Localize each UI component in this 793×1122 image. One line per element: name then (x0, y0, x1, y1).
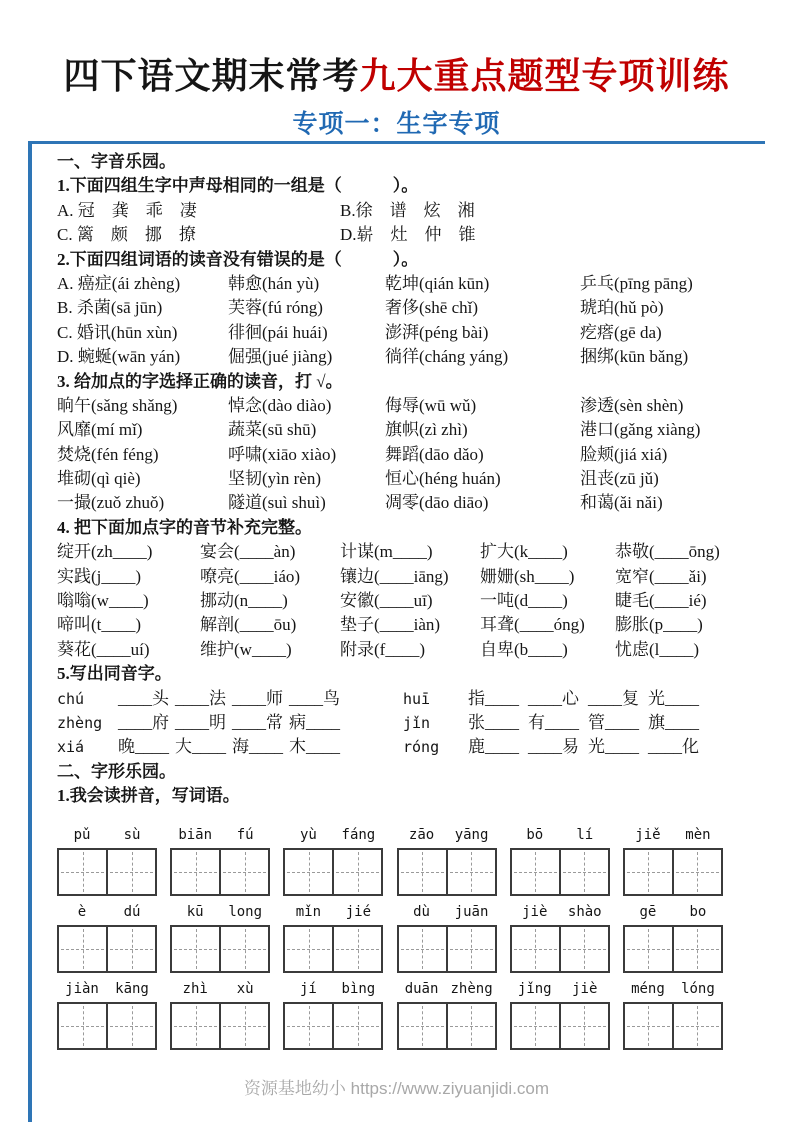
pinyin-label: huī (403, 689, 431, 708)
q2-option-item: 乒乓(pīng pāng) (580, 273, 693, 293)
pinyin-pair (170, 903, 270, 921)
section-subtitle: 专项一：生字专项 (292, 111, 501, 138)
pinyin-pair (397, 826, 497, 844)
q2-option-item: 澎湃(péng bài) (385, 322, 489, 342)
homophone-item: ____师 (232, 688, 283, 708)
grid-cell (59, 1004, 106, 1048)
q4-syllable-item: 耳聋(____óng) (480, 615, 585, 635)
pinyin-syllable: gē (639, 903, 657, 920)
writing-grid-row (57, 980, 765, 1050)
q2-option-item: D. 蜿蜒(wān yán) (57, 347, 181, 367)
pinyin-syllable: sù (123, 826, 141, 843)
writing-grid-section (57, 826, 765, 1050)
q1-heading: 1.下面四组生字中声母相同的一组是（ ）。 (57, 176, 419, 196)
homophone-item: ____易 (528, 737, 579, 757)
writing-grid-box (57, 848, 157, 896)
homophone-item: 旗____ (648, 712, 699, 732)
grid-cell (59, 850, 106, 894)
q2-option-item: 徘徊(pái huái) (228, 322, 328, 342)
writing-grid-box (397, 1002, 497, 1050)
pinyin-syllable: pǔ (73, 826, 91, 843)
homophone-item: 大____ (175, 737, 226, 757)
homophone-item: ____常 (232, 712, 283, 732)
q4-syllable-item: 实践(j____) (57, 566, 142, 586)
grid-pinyin-row (57, 903, 723, 921)
homophone-item: 指____ (468, 688, 519, 708)
grid-cell (285, 1004, 332, 1048)
q4-syllable-item: 嘹亮(____iáo) (200, 566, 301, 586)
pinyin-syllable: lóng (681, 980, 715, 997)
homophone-item: 木____ (289, 737, 340, 757)
q4-heading: 4. 把下面加点字的音节补充完整。 (57, 517, 312, 537)
s2-q1-heading: 1.我会读拼音，写词语。 (57, 786, 240, 806)
homophone-item: ____复 (588, 688, 639, 708)
grid-cell (672, 1004, 721, 1048)
q3-word-item: 凋零(dāo diāo) (385, 493, 489, 513)
pinyin-syllable: duān (404, 980, 439, 997)
q4-syllable-item: 一吨(d____) (480, 591, 568, 611)
pinyin-syllable: bìng (341, 980, 376, 997)
q4-syllable-row (57, 540, 765, 564)
grid-box-row (57, 848, 723, 896)
writing-grid-box (397, 848, 497, 896)
pinyin-pair (623, 903, 723, 921)
q2-option-item: 徜徉(cháng yáng) (385, 347, 509, 367)
grid-cell (672, 927, 721, 971)
q4-syllable-item: 宽窄(____ǎi) (615, 566, 707, 586)
pinyin-syllable: bo (689, 903, 707, 920)
pinyin-syllable: shào (567, 903, 602, 920)
homophone-item: ____明 (175, 712, 226, 732)
pinyin-syllable: jiàn (65, 980, 99, 997)
homophone-item: ____头 (118, 688, 169, 708)
q3-word-list (57, 394, 765, 516)
grid-cell (559, 927, 608, 971)
q3-word-item: 焚烧(fén féng) (57, 444, 159, 464)
q3-word-item: 一撮(zuǒ zhuǒ) (57, 493, 165, 513)
q3-word-item: 渗透(sèn shèn) (580, 395, 684, 415)
q4-syllable-item: 计谋(m____) (340, 542, 433, 562)
grid-cell (285, 927, 332, 971)
q1-options (57, 199, 765, 248)
grid-cell (446, 850, 495, 894)
q2-heading: 2.下面四组词语的读音没有错误的是（ ）。 (57, 249, 419, 269)
pinyin-syllable: xù (236, 980, 254, 997)
q3-word-item: 恒心(héng huán) (385, 469, 501, 489)
q3-word-item: 脸颊(jiá xiá) (580, 444, 668, 464)
pinyin-syllable: jiě (635, 826, 661, 843)
grid-cell (446, 1004, 495, 1048)
q3-word-item: 舞蹈(dāo dǎo) (385, 444, 484, 464)
q4-syllable-row (57, 613, 765, 637)
grid-cell (106, 1004, 155, 1048)
writing-grid-box (57, 1002, 157, 1050)
q1-option-item: B.徐 谱 炫 湘 (340, 200, 475, 220)
homophone-item: 晚____ (118, 737, 169, 757)
q3-word-item: 晌午(sǎng shǎng) (57, 395, 178, 415)
q2-option-item: 韩愈(hán yù) (228, 273, 320, 293)
grid-box-row (57, 925, 723, 973)
q3-word-item: 风靡(mí mǐ) (57, 420, 143, 440)
grid-cell (512, 927, 559, 971)
pinyin-syllable: juān (454, 903, 489, 920)
pinyin-syllable: long (228, 903, 263, 920)
homophone-item: ____化 (648, 737, 699, 757)
homophone-item: 有____ (528, 712, 579, 732)
q4-syllable-item: 葵花(____uí) (57, 639, 150, 659)
q3-word-row (57, 443, 765, 467)
q1-option-item: D.崭 灶 仲 锥 (340, 225, 476, 245)
writing-grid-box (623, 1002, 723, 1050)
pinyin-syllable: mèn (685, 826, 711, 843)
q3-word-item: 堆砌(qì qiè) (57, 469, 141, 489)
top-accent-rule (28, 141, 765, 144)
grid-cell (106, 850, 155, 894)
title-black-part: 四下语文期末常考 (63, 56, 360, 96)
q2-option-row (57, 321, 765, 345)
q3-word-item: 侮辱(wū wǔ) (385, 395, 477, 415)
q4-syllable-item: 姗姗(sh____) (480, 566, 575, 586)
pinyin-label: xiá (57, 738, 85, 757)
pinyin-label: jǐn (403, 713, 431, 732)
q4-syllable-row (57, 589, 765, 613)
writing-grid-row (57, 826, 765, 896)
pinyin-syllable: fú (236, 826, 254, 843)
q4-syllable-item: 自卑(b____) (480, 639, 568, 659)
q4-syllable-row (57, 638, 765, 662)
homophone-row (57, 735, 765, 759)
pinyin-label: chú (57, 689, 85, 708)
q4-syllable-item: 维护(w____) (200, 639, 292, 659)
q2-option-item: A. 癌症(ái zhèng) (57, 273, 181, 293)
pinyin-pair (170, 980, 270, 998)
pinyin-pair (510, 980, 610, 998)
writing-grid-box (283, 1002, 383, 1050)
q2-option-row (57, 272, 765, 296)
writing-grid-box (283, 925, 383, 973)
section1-heading: 一、字音乐园。 (57, 152, 176, 171)
homophone-item: 光____ (648, 688, 699, 708)
homophone-item: 病____ (289, 712, 340, 732)
pinyin-pair (623, 826, 723, 844)
pinyin-pair (57, 903, 157, 921)
grid-cell (332, 927, 381, 971)
q3-word-row (57, 394, 765, 418)
pinyin-syllable: mǐn (295, 903, 322, 920)
homophone-item: ____心 (528, 688, 579, 708)
pinyin-pair (283, 980, 383, 998)
grid-cell (172, 927, 219, 971)
pinyin-syllable: bō (526, 826, 544, 843)
pinyin-syllable: yù (299, 826, 317, 843)
q2-option-item: 倔强(jué jiàng) (228, 347, 333, 367)
grid-cell (625, 927, 672, 971)
q4-syllable-item: 嗡嗡(w____) (57, 591, 149, 611)
pinyin-label: zhèng (57, 713, 103, 732)
homophone-item: 鹿____ (468, 737, 519, 757)
writing-grid-row (57, 903, 765, 973)
writing-grid-box (510, 848, 610, 896)
writing-grid-box (510, 1002, 610, 1050)
pinyin-syllable: méng (631, 980, 665, 997)
grid-cell (625, 850, 672, 894)
q3-word-item: 港口(gǎng xiàng) (580, 420, 701, 440)
pinyin-pair (57, 826, 157, 844)
homophone-item: ____府 (118, 712, 169, 732)
q2-option-item: 乾坤(qián kūn) (385, 273, 490, 293)
q4-syllable-item: 宴会(____àn) (200, 542, 296, 562)
title-red-part: 九大重点题型专项训练 (359, 56, 730, 96)
grid-cell (559, 1004, 608, 1048)
q2-option-item: C. 婚讯(hūn xùn) (57, 322, 178, 342)
q4-syllable-item: 膨胀(p____) (615, 615, 703, 635)
grid-cell (672, 850, 721, 894)
pinyin-syllable: jié (345, 903, 372, 920)
q4-syllable-item: 安徽(____uī) (340, 591, 433, 611)
grid-cell (399, 1004, 446, 1048)
grid-cell (106, 927, 155, 971)
q3-word-item: 悼念(dào diào) (228, 395, 332, 415)
pinyin-pair (283, 903, 383, 921)
homophone-item: 海____ (232, 737, 283, 757)
q3-word-item: 隧道(suì shuì) (228, 493, 326, 513)
grid-pinyin-row (57, 980, 723, 998)
writing-grid-box (623, 925, 723, 973)
writing-grid-box (397, 925, 497, 973)
q3-word-item: 沮丧(zū jǔ) (580, 469, 659, 489)
writing-grid-box (283, 848, 383, 896)
q3-word-item: 呼啸(xiāo xiào) (228, 444, 337, 464)
q1-option-row (57, 199, 765, 223)
writing-grid-box (57, 925, 157, 973)
grid-box-row (57, 1002, 723, 1050)
homophone-item: ____鸟 (289, 688, 340, 708)
q3-word-item: 旗帜(zì zhì) (385, 420, 468, 440)
pinyin-syllable: jǐng (517, 980, 552, 997)
pinyin-syllable: zhèng (450, 980, 493, 997)
pinyin-pair (510, 826, 610, 844)
grid-pinyin-row (57, 826, 723, 844)
q2-options (57, 272, 765, 370)
q1-option-item: C. 篱 颇 挪 撩 (57, 225, 196, 245)
pinyin-syllable: yāng (454, 826, 489, 843)
grid-cell (285, 850, 332, 894)
q3-word-item: 和蔼(ǎi nǎi) (580, 493, 663, 513)
homophone-item: ____法 (175, 688, 226, 708)
q3-word-item: 蔬菜(sū shū) (228, 420, 317, 440)
pinyin-syllable: jiè (572, 980, 598, 997)
q2-option-row (57, 345, 765, 369)
homophone-item: 张____ (468, 712, 519, 732)
pinyin-syllable: è (77, 903, 87, 920)
q4-syllable-item: 镶边(____iāng) (340, 566, 449, 586)
q4-syllable-item: 睫毛(____ié) (615, 591, 707, 611)
q3-word-row (57, 418, 765, 442)
pinyin-label: róng (403, 738, 440, 757)
q4-syllable-item: 啼叫(t____) (57, 615, 142, 635)
q3-heading: 3. 给加点的字选择正确的读音，打 √。 (57, 371, 343, 391)
q2-option-item: 奢侈(shē chǐ) (385, 298, 479, 318)
pinyin-pair (170, 826, 270, 844)
homophone-row (57, 687, 765, 711)
q2-option-item: B. 杀菌(sā jūn) (57, 298, 163, 318)
q5-heading: 5.写出同音字。 (57, 664, 172, 684)
grid-cell (219, 1004, 268, 1048)
writing-grid-box (623, 848, 723, 896)
q4-syllable-item: 忧虑(l____) (615, 639, 700, 659)
pinyin-syllable: dù (413, 903, 430, 920)
pinyin-syllable: zhì (182, 980, 208, 997)
q4-syllable-item: 挪动(n____) (200, 591, 288, 611)
homophone-item: 管____ (588, 712, 639, 732)
grid-cell (332, 1004, 381, 1048)
grid-cell (219, 850, 268, 894)
writing-grid-box (170, 925, 270, 973)
writing-grid-box (170, 848, 270, 896)
worksheet-body (57, 150, 765, 1057)
pinyin-syllable: kāng (115, 980, 149, 997)
q4-syllable-item: 绽开(zh____) (57, 542, 153, 562)
grid-cell (446, 927, 495, 971)
pinyin-pair (57, 980, 157, 998)
writing-grid-box (510, 925, 610, 973)
pinyin-syllable: biān (178, 826, 213, 843)
pinyin-syllable: lí (576, 826, 594, 843)
homophone-item: 光____ (588, 737, 639, 757)
left-accent-bar (28, 141, 32, 1122)
pinyin-syllable: jí (299, 980, 317, 997)
q4-syllable-item: 扩大(k____) (480, 542, 568, 562)
pinyin-pair (510, 903, 610, 921)
q1-option-item: A. 冠 龚 乖 凄 (57, 200, 197, 220)
q4-word-list (57, 540, 765, 662)
q1-option-row (57, 223, 765, 247)
homophone-row (57, 711, 765, 735)
grid-cell (219, 927, 268, 971)
grid-cell (172, 1004, 219, 1048)
pinyin-syllable: fáng (341, 826, 376, 843)
grid-cell (512, 1004, 559, 1048)
q3-word-row (57, 467, 765, 491)
grid-cell (559, 850, 608, 894)
q4-syllable-item: 附录(f____) (340, 639, 425, 659)
pinyin-syllable: zāo (408, 826, 435, 843)
q3-word-row (57, 491, 765, 515)
q2-option-item: 捆绑(kūn bǎng) (580, 347, 689, 367)
pinyin-pair (623, 980, 723, 998)
q4-syllable-item: 解剖(____ōu) (200, 615, 297, 635)
q2-option-row (57, 296, 765, 320)
q2-option-item: 疙瘩(gē da) (580, 322, 662, 342)
grid-cell (399, 927, 446, 971)
grid-cell (399, 850, 446, 894)
q4-syllable-item: 垫子(____iàn) (340, 615, 441, 635)
pinyin-pair (397, 980, 497, 998)
pinyin-pair (397, 903, 497, 921)
q2-option-item: 琥珀(hǔ pò) (580, 298, 664, 318)
grid-cell (625, 1004, 672, 1048)
footer-watermark: 资源基地幼小 https://www.ziyuanjidi.com (243, 1079, 550, 1098)
grid-cell (512, 850, 559, 894)
writing-grid-box (170, 1002, 270, 1050)
grid-cell (59, 927, 106, 971)
section2-heading: 二、字形乐园。 (57, 761, 176, 781)
q3-word-item: 坚韧(yìn rèn) (228, 469, 322, 489)
grid-cell (332, 850, 381, 894)
grid-cell (172, 850, 219, 894)
pinyin-syllable: dú (123, 903, 141, 920)
page-title (0, 48, 793, 99)
pinyin-pair (283, 826, 383, 844)
q4-syllable-row (57, 565, 765, 589)
pinyin-syllable: jiè (522, 903, 548, 920)
q2-option-item: 芙蓉(fú róng) (228, 298, 323, 318)
pinyin-syllable: kū (186, 903, 204, 920)
q4-syllable-item: 恭敬(____ōng) (615, 542, 720, 562)
q5-homophone-list (57, 687, 765, 760)
